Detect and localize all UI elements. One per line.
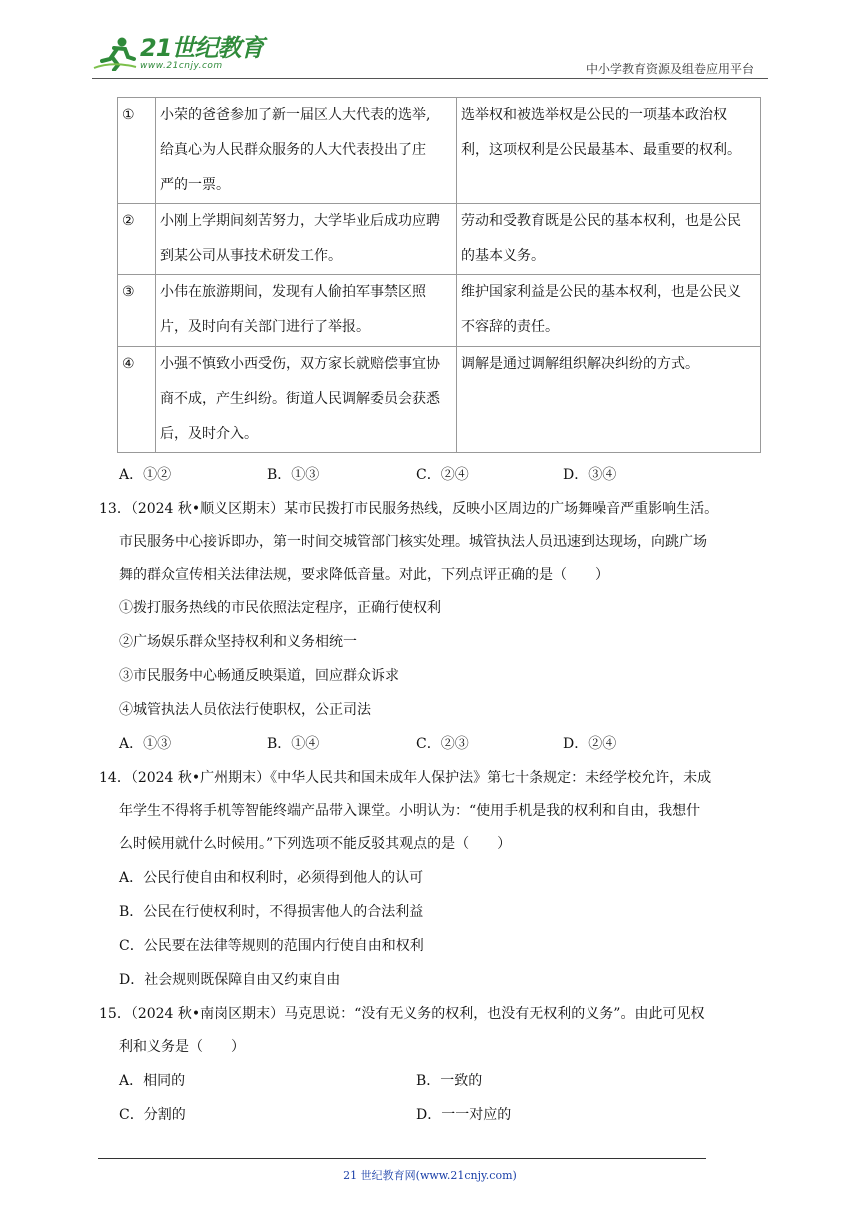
q13-option-d[interactable]: D．②④ — [563, 736, 617, 752]
logo-text: 21世纪教育 — [140, 34, 264, 62]
q14-option-a[interactable]: A．公民行使自由和权利时，必须得到他人的认可 — [119, 870, 424, 886]
row-number: ③ — [118, 275, 156, 347]
q14-option-b[interactable]: B．公民在行使权利时，不得损害他人的合法利益 — [119, 904, 424, 920]
q13-statement: ④城管执法人员依法行使职权，公正司法 — [119, 702, 371, 718]
q15-option-c[interactable]: C．分割的 — [119, 1107, 186, 1123]
q13-statement: ②广场娱乐群众坚持权利和义务相统一 — [119, 634, 357, 650]
q14-option-d[interactable]: D．社会规则既保障自由又约束自由 — [119, 972, 341, 988]
q13-option-b[interactable]: B．①④ — [267, 736, 320, 752]
q13-statement: ①拨打服务热线的市民依照法定程序，正确行使权利 — [119, 600, 441, 616]
scenario-cell — [156, 275, 457, 347]
q15-option-a[interactable]: A．相同的 — [119, 1073, 186, 1089]
q15-option-d[interactable]: D．一一对应的 — [416, 1107, 512, 1123]
q12-option-a[interactable]: A．①② — [119, 467, 172, 483]
q15-option-b[interactable]: B．一致的 — [416, 1073, 483, 1089]
cell-line: 严的一票。 — [160, 177, 230, 193]
scenario-cell — [156, 98, 457, 204]
cell-line: 小强不慎致小西受伤，双方家长就赔偿事宜协 — [160, 356, 440, 372]
logo — [92, 36, 263, 71]
platform-name: 中小学教育资源及组卷应用平台 — [585, 62, 754, 76]
scenario-cell — [156, 347, 457, 453]
q14-stem-line: 年学生不得将手机等智能终端产品带入课堂。小明认为：“使用手机是我的权利和自由，我想什 — [119, 803, 701, 819]
cell-line: 小刚上学期间刻苦努力，大学毕业后成功应聘 — [160, 213, 440, 229]
comment-cell — [457, 98, 761, 204]
cell-line: 小伟在旅游期间，发现有人偷拍军事禁区照 — [160, 284, 426, 300]
scenario-cell — [156, 204, 457, 275]
header-divider — [92, 78, 768, 79]
footer-divider — [98, 1158, 706, 1159]
cell-line: 选举权和被选举权是公民的一项基本政治权 — [461, 107, 727, 123]
question-table — [117, 97, 761, 453]
table-row — [118, 347, 761, 453]
cell-line: 商不成，产生纠纷。街道人民调解委员会获悉 — [160, 391, 440, 407]
q13-statement: ③市民服务中心畅通反映渠道，回应群众诉求 — [119, 668, 399, 684]
q12-option-b[interactable]: B．①③ — [267, 467, 320, 483]
logo-url: www.21cnjy.com — [140, 61, 223, 71]
comment-cell — [457, 275, 761, 347]
row-number: ④ — [118, 347, 156, 453]
footer-link[interactable]: 21 世纪教育网(www.21cnjy.com) — [343, 1169, 517, 1182]
page-header — [92, 32, 768, 80]
cell-line: 调解是通过调解组织解决纠纷的方式。 — [461, 356, 699, 372]
q13-stem-line: 市民服务中心接诉即办，第一时间交城管部门核实处理。城管执法人员迅速到达现场，向跳广场 — [119, 534, 707, 550]
q12-option-c[interactable]: C．②④ — [416, 467, 469, 483]
comment-cell — [457, 204, 761, 275]
cell-line: 不容辞的责任。 — [461, 319, 559, 335]
q13-option-a[interactable]: A．①③ — [119, 736, 172, 752]
cell-line: 片，及时向有关部门进行了举报。 — [160, 319, 370, 335]
q14-stem-line: 14．（2024 秋•广州期末）《中华人民共和国未成年人保护法》第七十条规定：未经学校允许，未成 — [99, 770, 712, 786]
table-row — [118, 204, 761, 275]
table-row — [118, 98, 761, 204]
cell-line: 后，及时介入。 — [160, 426, 258, 442]
comment-cell — [457, 347, 761, 453]
table-row — [118, 275, 761, 347]
row-number: ② — [118, 204, 156, 275]
runner-logo-icon — [92, 37, 138, 71]
cell-line: 到某公司从事技术研发工作。 — [160, 248, 342, 264]
q12-option-d[interactable]: D．③④ — [563, 467, 617, 483]
cell-line: 的基本义务。 — [461, 248, 545, 264]
cell-line: 利，这项权利是公民最基本、最重要的权利。 — [461, 142, 741, 158]
q14-stem-line: 么时候用就什么时候用。”下列选项不能反驳其观点的是（ ） — [119, 836, 512, 852]
q14-option-c[interactable]: C．公民要在法律等规则的范围内行使自由和权利 — [119, 938, 424, 954]
cell-line: 维护国家利益是公民的基本权利，也是公民义 — [461, 284, 741, 300]
cell-line: 劳动和受教育既是公民的基本权利，也是公民 — [461, 213, 741, 229]
row-number: ① — [118, 98, 156, 204]
q15-stem-line: 15．（2024 秋•南岗区期末）马克思说：“没有无义务的权利，也没有无权利的义务”。由此可见权 — [99, 1006, 705, 1022]
q13-option-c[interactable]: C．②③ — [416, 736, 469, 752]
q15-stem-line: 利和义务是（ ） — [119, 1039, 245, 1055]
q13-stem-line: 舞的群众宣传相关法律法规，要求降低音量。对此，下列点评正确的是（ ） — [119, 567, 609, 583]
q13-stem-line: 13．（2024 秋•顺义区期末）某市民拨打市民服务热线，反映小区周边的广场舞噪音严重影响生活。 — [99, 501, 719, 517]
cell-line: 给真心为人民群众服务的人大代表投出了庄 — [160, 142, 426, 158]
cell-line: 小荣的爸爸参加了新一届区人大代表的选举, — [160, 107, 431, 123]
